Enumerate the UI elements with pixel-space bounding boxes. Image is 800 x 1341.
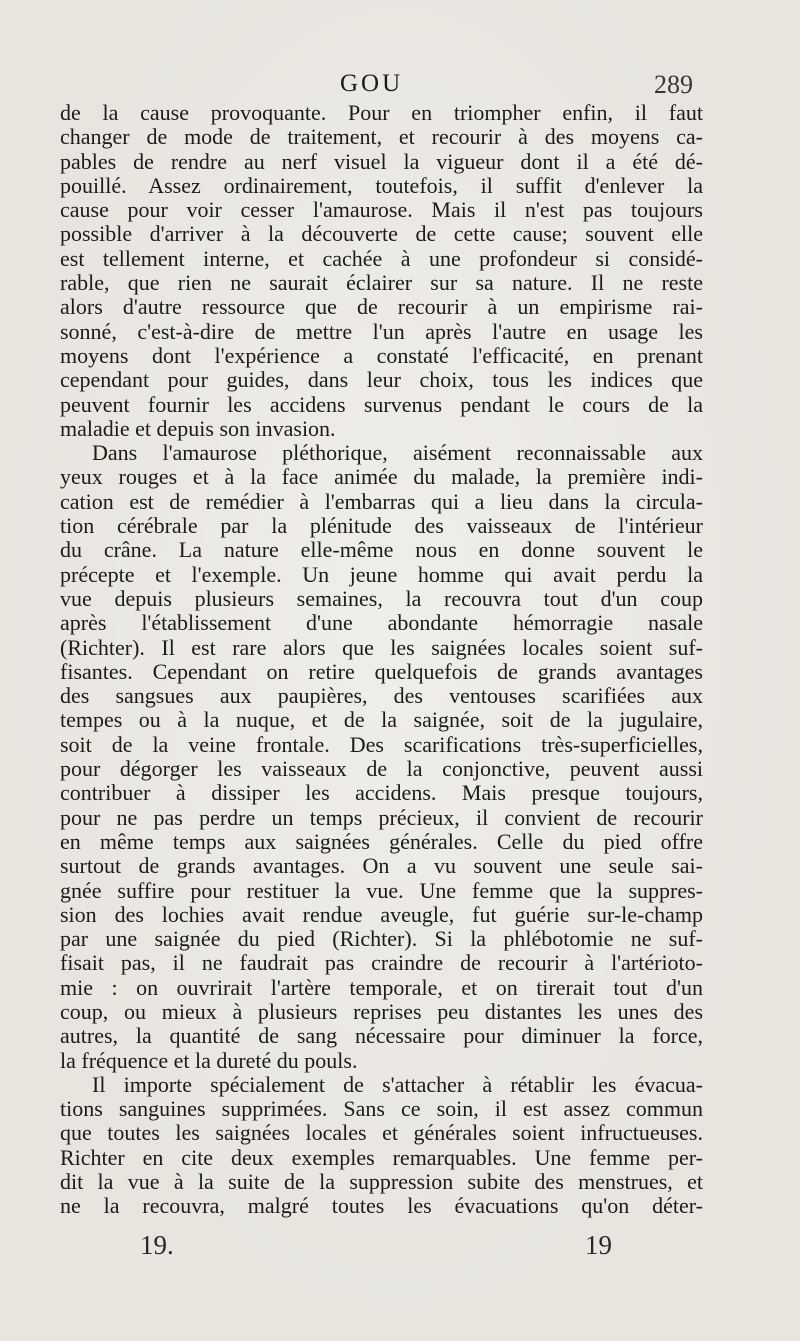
text-line: ne la recouvra, malgré toutes les évacuations qu'on déter- bbox=[60, 1193, 703, 1219]
text-line: gnée suffire pour restituer la vue. Une femme que la suppres- bbox=[60, 877, 703, 903]
text-line: cation est de remédier à l'embarras qui a lieu dans la circula- bbox=[60, 488, 703, 514]
text-line: dit la vue à la suite de la suppression subite des menstrues, et bbox=[60, 1169, 703, 1195]
text-line: surtout de grands avantages. On a vu souvent une seule sai- bbox=[60, 853, 703, 879]
sheet-number: 19 bbox=[585, 1230, 612, 1260]
text-line: pables de rendre au nerf visuel la vigueur dont il a été dé- bbox=[60, 148, 703, 174]
text-line: du crâne. La nature elle-même nous en donne souvent le bbox=[60, 537, 703, 563]
text-line: en même temps aux saignées générales. Celle du pied offre bbox=[60, 828, 703, 854]
text-line: après l'établissement d'une abondante hémorragie nasale bbox=[60, 610, 703, 636]
text-line: coup, ou mieux à plusieurs reprises peu distantes les unes des bbox=[60, 998, 703, 1024]
text-line: tions sanguines supprimées. Sans ce soin, il est assez commun bbox=[60, 1096, 703, 1122]
text-line: tion cérébrale par la plénitude des vaisseaux de l'intérieur bbox=[60, 513, 703, 539]
text-line: la fréquence et la dureté du pouls. bbox=[60, 1047, 358, 1073]
text-line: Il importe spécialement de s'attacher à rétablir les évacua- bbox=[92, 1071, 703, 1097]
text-line: est tellement interne, et cachée à une profondeur si considé- bbox=[60, 245, 703, 271]
text-line: sonné, c'est-à-dire de mettre l'un après l'autre en usage les bbox=[60, 318, 703, 344]
page-footer bbox=[0, 1230, 800, 1270]
text-line: par une saignée du pied (Richter). Si la phlébotomie ne suf- bbox=[60, 926, 703, 952]
text-line: changer de mode de traitement, et recourir à des moyens ca- bbox=[60, 124, 703, 150]
text-line: Richter en cite deux exemples remarquables. Une femme per- bbox=[60, 1144, 703, 1170]
text-line: soit de la veine frontale. Des scarifications très-superficielles, bbox=[60, 731, 703, 757]
text-line: Dans l'amaurose pléthorique, aisément reconnaissable aux bbox=[92, 440, 703, 466]
text-line: précepte et l'exemple. Un jeune homme qui avait perdu la bbox=[60, 561, 703, 587]
signature-mark: 19. bbox=[140, 1230, 174, 1260]
text-line: que toutes les saignées locales et générales soient infructueuses. bbox=[60, 1120, 703, 1146]
text-line: mie : on ouvrirait l'artère temporale, et on tirerait tout d'un bbox=[60, 974, 703, 1000]
text-line: cependant pour guides, dans leur choix, tous les indices que bbox=[60, 367, 703, 393]
text-line: vue depuis plusieurs semaines, la recouvra tout d'un coup bbox=[60, 585, 703, 611]
text-line: de la cause provoquante. Pour en triompher enfin, il faut bbox=[60, 100, 703, 125]
text-line: contribuer à dissiper les accidens. Mais presque toujours, bbox=[60, 780, 703, 806]
text-line: moyens dont l'expérience a constaté l'efficacité, en prenant bbox=[60, 342, 703, 368]
text-line: alors d'autre ressource que de recourir à un empirisme rai- bbox=[60, 294, 703, 320]
text-line: yeux rouges et à la face animée du malade, la première indi- bbox=[60, 464, 703, 490]
body-text bbox=[60, 101, 703, 1219]
text-line: peuvent fournir les accidens survenus pendant le cours de la bbox=[60, 391, 703, 417]
text-line: pour dégorger les vaisseaux de la conjonctive, peuvent aussi bbox=[60, 756, 703, 782]
running-head-title: GOU bbox=[340, 70, 404, 97]
text-line: pour ne pas perdre un temps précieux, il convient de recourir bbox=[60, 804, 703, 830]
text-line: cause pour voir cesser l'amaurose. Mais il n'est pas toujours bbox=[60, 197, 703, 223]
text-line: tempes ou à la nuque, et de la saignée, soit de la jugulaire, bbox=[60, 707, 703, 733]
page-number: 289 bbox=[654, 70, 693, 99]
text-line: possible d'arriver à la découverte de cette cause; souvent elle bbox=[60, 221, 703, 247]
text-line: pouillé. Assez ordinairement, toutefois, il suffit d'enlever la bbox=[60, 172, 703, 198]
text-line: sion des lochies avait rendue aveugle, fut guérie sur-le-champ bbox=[60, 901, 703, 927]
text-line: autres, la quantité de sang nécessaire pour diminuer la force, bbox=[60, 1023, 703, 1049]
text-line: fisait pas, il ne faudrait pas craindre de recourir à l'artérioto- bbox=[60, 950, 703, 976]
text-line: rable, que rien ne saurait éclairer sur sa nature. Il ne reste bbox=[60, 270, 703, 296]
text-line: maladie et depuis son invasion. bbox=[60, 415, 336, 441]
text-line: (Richter). Il est rare alors que les saignées locales soient suf- bbox=[60, 634, 703, 660]
text-line: des sangsues aux paupières, des ventouses scarifiées aux bbox=[60, 683, 703, 709]
text-line: fisantes. Cependant on retire quelquefois de grands avantages bbox=[60, 658, 703, 684]
